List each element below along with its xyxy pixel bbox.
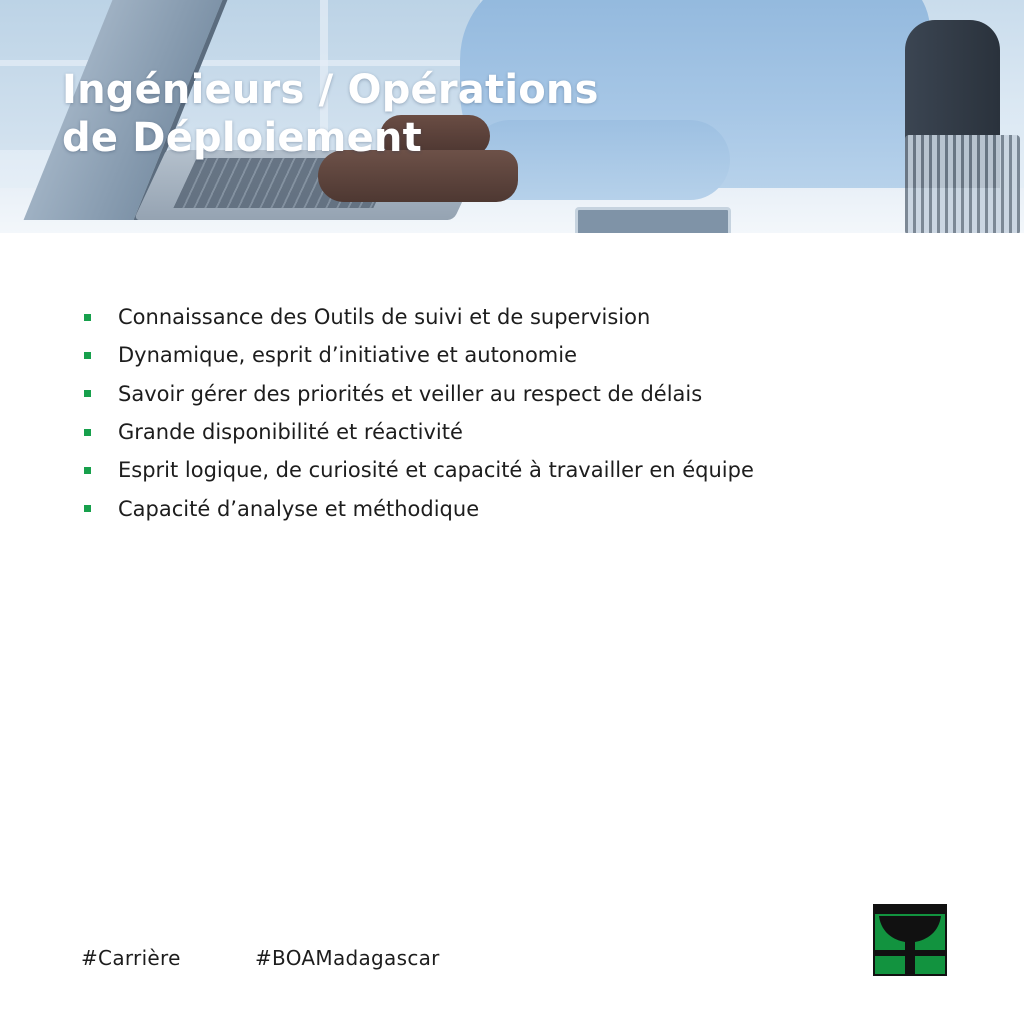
list-item-text: Esprit logique, de curiosité et capacité à travailler en équipe	[118, 458, 754, 483]
page-title-line-2: de Déploiement	[62, 115, 422, 161]
list-item-text: Capacité d’analyse et méthodique	[118, 496, 480, 521]
list-item-text: Savoir gérer des priorités et veiller au respect de délais	[118, 381, 703, 406]
page-title-line-1: Ingénieurs / Opérations	[62, 67, 599, 113]
pen-holder	[905, 135, 1020, 233]
list-item	[82, 298, 982, 336]
list-item	[82, 413, 982, 451]
header-banner	[0, 0, 1024, 233]
list-item-text: Dynamique, esprit d’initiative et autonomie	[118, 343, 578, 368]
square-bullet-icon	[84, 390, 91, 397]
boa-logo-mark	[875, 906, 945, 974]
list-item	[82, 451, 982, 489]
boa-logo-icon	[873, 904, 947, 976]
square-bullet-icon	[84, 505, 91, 512]
requirements-list	[82, 298, 982, 528]
hashtag-carriere: #Carrière	[81, 946, 181, 970]
square-bullet-icon	[84, 314, 91, 321]
square-bullet-icon	[84, 467, 91, 474]
phone-on-desk	[575, 207, 731, 233]
list-item-text: Grande disponibilité et réactivité	[118, 420, 463, 445]
list-item	[82, 336, 982, 374]
list-item	[82, 489, 982, 527]
square-bullet-icon	[84, 352, 91, 359]
page-title	[62, 66, 599, 162]
square-bullet-icon	[84, 429, 91, 436]
hashtag-boa-madagascar: #BOAMadagascar	[255, 946, 440, 970]
list-item	[82, 375, 982, 413]
list-item-text: Connaissance des Outils de suivi et de supervision	[118, 305, 651, 330]
